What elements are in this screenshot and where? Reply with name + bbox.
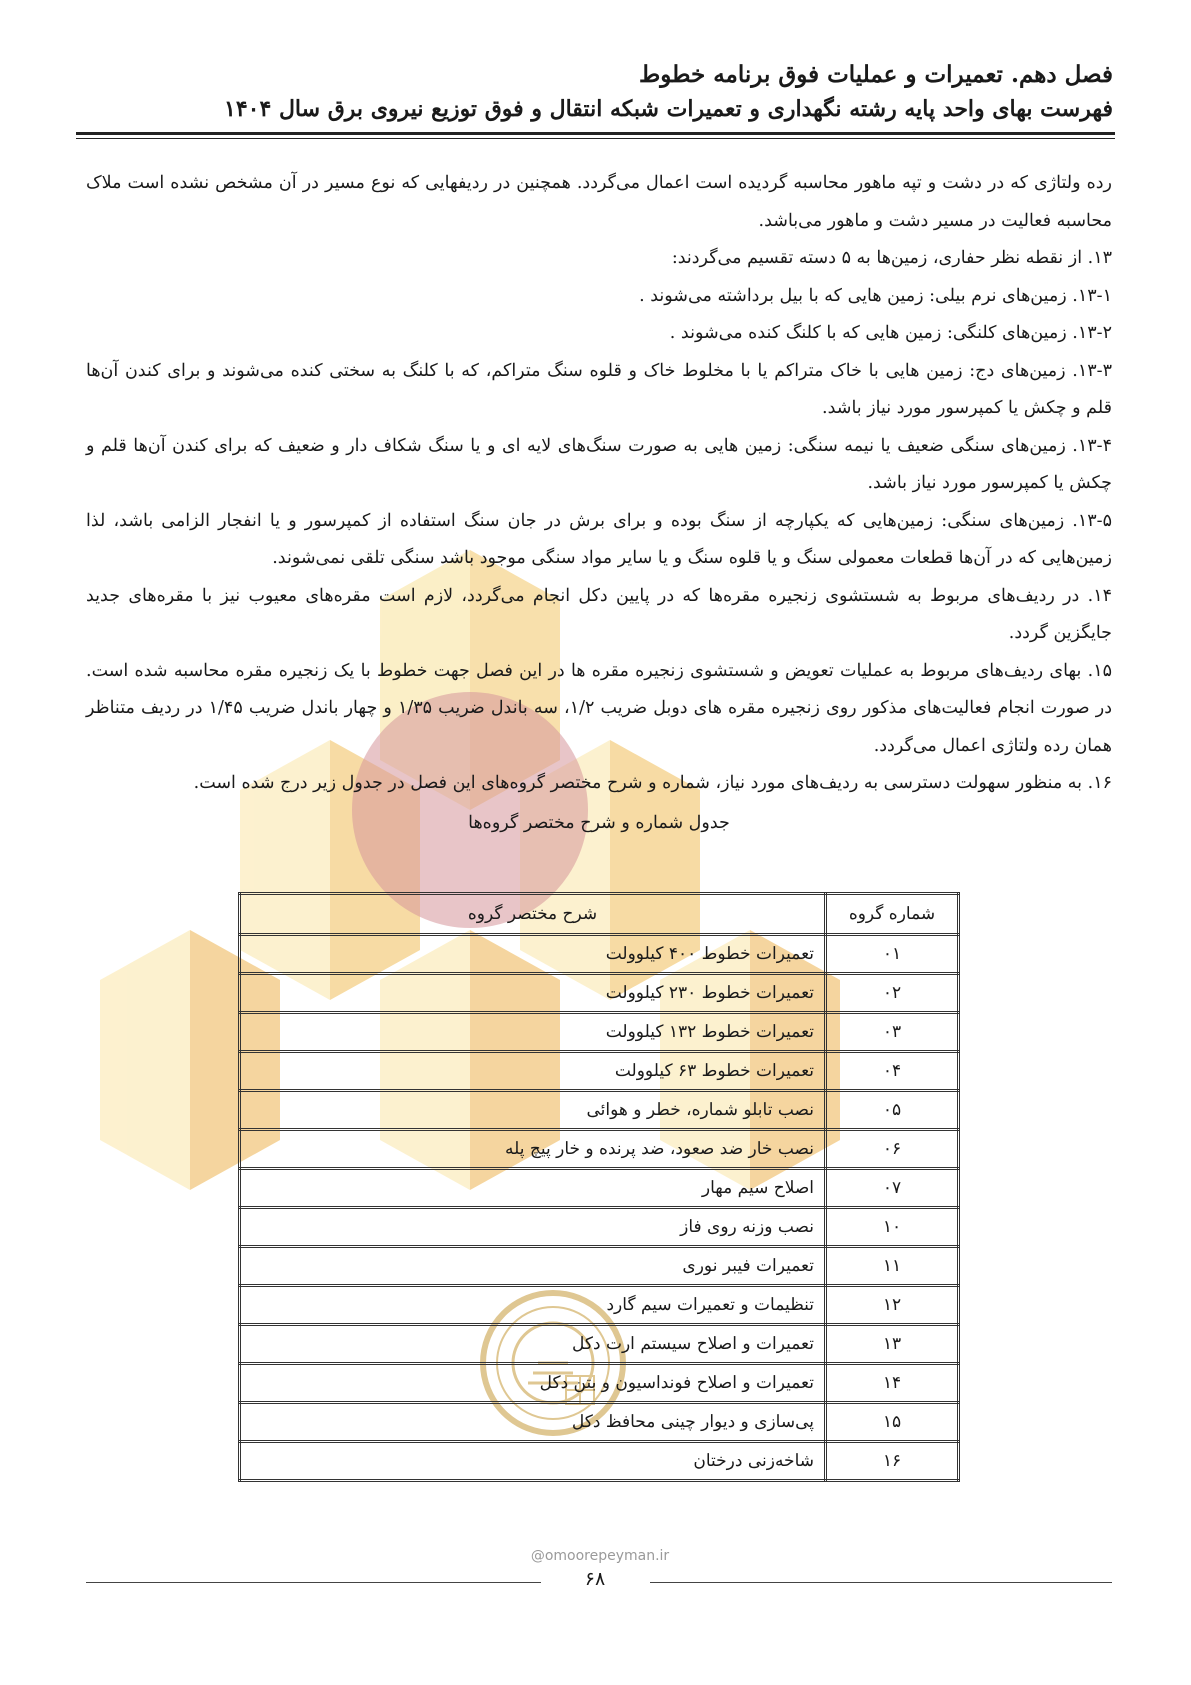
paragraph: رده ولتاژی که در دشت و تپه ماهور محاسبه گردیده است اعمال می‌گردد. همچنین در ردیفهایی که نوع مسیر در آن مشخص نشده است ملاک محاسبه فعالیت در مسیر دشت و ماهور می‌باشد.	[86, 173, 1112, 231]
table-row	[240, 1052, 959, 1091]
table-row	[240, 935, 959, 974]
table-row	[240, 1247, 959, 1286]
group-description: تعمیرات فیبر نوری	[240, 1247, 826, 1286]
source-watermark-text: @omoorepeyman.ir	[530, 1548, 670, 1564]
group-description: تعمیرات و اصلاح فونداسیون و بتن دکل	[240, 1364, 826, 1403]
group-number: ۰۴	[826, 1052, 959, 1091]
page-number: ۶۸	[584, 1568, 606, 1590]
table-row	[240, 1013, 959, 1052]
footer-rule-left	[86, 1582, 541, 1583]
table-row	[240, 1208, 959, 1247]
group-description: تعمیرات و اصلاح سیستم ارت دکل	[240, 1325, 826, 1364]
group-number: ۱۶	[826, 1442, 959, 1481]
table-row	[240, 1091, 959, 1130]
group-description: شاخه‌زنی درختان	[240, 1442, 826, 1481]
table-row	[240, 1442, 959, 1481]
group-number: ۰۵	[826, 1091, 959, 1130]
table-row	[240, 1325, 959, 1364]
table-row	[240, 1364, 959, 1403]
group-description: تعمیرات خطوط ۶۳ کیلوولت	[240, 1052, 826, 1091]
group-number: ۱۳	[826, 1325, 959, 1364]
group-number: ۰۱	[826, 935, 959, 974]
group-number: ۰۷	[826, 1169, 959, 1208]
paragraph: ۱۵. بهای ردیف‌های مربوط به عملیات تعویض و شستشوی زنجیره مقره ها در این فصل جهت خطوط با یک زنجیره مقره محاسبه شده است. در صورت انجام فعالیت‌های مذکور روی زنجیره مقره های دوبل ضریب ۱/۲، سه باندل ضریب ۱/۳۵ و چهار باندل ضریب ۱/۴۵ در ردیف متناظر همان رده ولتاژی اعمال می‌گردد.	[86, 660, 1112, 756]
paragraph: ۱۳-۵. زمین‌های سنگی: زمین‌هایی که یکپارچه از سنگ بوده و برای برش در جان سنگ استفاده از کمپرسور و یا انفجار الزامی باشد، لذا زمین‌هایی که در آن‌ها قطعات معمولی سنگ و یا قلوه سنگ و یا سایر مواد سنگی موجود باشد سنگی تلقی نمی‌شوند.	[86, 510, 1112, 568]
paragraph: ۱۴. در ردیف‌های مربوط به شستشوی زنجیره مقره‌ها که در پایین دکل انجام می‌گردد، لازم است مقره‌های معیوب نیز با مقره‌های جدید جایگزین گردد.	[86, 585, 1112, 643]
group-number: ۱۵	[826, 1403, 959, 1442]
header-rule-thick	[76, 132, 1115, 135]
paragraph: ۱۳-۳. زمین‌های دج: زمین هایی با خاک متراکم یا با مخلوط خاک و قلوه سنگ متراکم، که با کلنگ به سختی کنده می‌شوند و برای کندن آن‌ها قلم و چکش یا کمپرسور مورد نیاز باشد.	[86, 360, 1112, 418]
paragraph: ۱۳-۱. زمین‌های نرم بیلی: زمین هایی که با بیل برداشته می‌شوند .	[639, 285, 1112, 306]
list-title: فهرست بهای واحد پایه رشته نگهداری و تعمیرات شبکه انتقال و فوق توزیع نیروی برق سال ۱۴۰۴	[224, 96, 1113, 122]
paragraph: ۱۳-۲. زمین‌های کلنگی: زمین هایی که با کلنگ کنده می‌شوند .	[669, 323, 1112, 343]
group-description: نصب خار ضد صعود، ضد پرنده و خار پیچ پله	[240, 1130, 826, 1169]
table-row	[240, 1286, 959, 1325]
group-description: نصب تابلو شماره، خطر و هوائی	[240, 1091, 826, 1130]
body-text	[86, 165, 1112, 842]
table-caption: جدول شماره و شرح مختصر گروه‌ها	[468, 812, 730, 833]
chapter-title: فصل دهم. تعمیرات و عملیات فوق برنامه خطوط	[638, 61, 1113, 88]
table-row	[240, 1403, 959, 1442]
group-number: ۰۳	[826, 1013, 959, 1052]
groups-table	[238, 892, 960, 1482]
group-description: اصلاح سیم مهار	[240, 1169, 826, 1208]
group-number: ۱۰	[826, 1208, 959, 1247]
group-number: ۰۲	[826, 974, 959, 1013]
group-description: تعمیرات خطوط ۲۳۰ کیلوولت	[240, 974, 826, 1013]
group-number: ۱۴	[826, 1364, 959, 1403]
paragraph: ۱۳. از نقطه نظر حفاری، زمین‌ها به ۵ دسته تقسیم می‌گردند:	[671, 248, 1112, 268]
table-row	[240, 974, 959, 1013]
group-description: تعمیرات خطوط ۱۳۲ کیلوولت	[240, 1013, 826, 1052]
paragraph: ۱۶. به منظور سهولت دسترسی به ردیف‌های مورد نیاز، شماره و شرح مختصر گروه‌های این فصل در جدول زیر درج شده است.	[193, 773, 1112, 793]
group-number: ۰۶	[826, 1130, 959, 1169]
header-rule-thin	[76, 138, 1115, 139]
group-number: ۱۱	[826, 1247, 959, 1286]
table-row	[240, 1130, 959, 1169]
table-header-row	[240, 894, 959, 935]
header-group-number: شماره گروه	[826, 894, 959, 935]
group-description: نصب وزنه روی فاز	[240, 1208, 826, 1247]
group-number: ۱۲	[826, 1286, 959, 1325]
page-header	[73, 58, 1113, 126]
group-description: پی‌سازی و دیوار چینی محافظ دکل	[240, 1403, 826, 1442]
paragraph: ۱۳-۴. زمین‌های سنگی ضعیف یا نیمه سنگی: زمین هایی به صورت سنگ‌های لایه ای و یا سنگ شکاف دار و ضعیف که برای کندن آن‌ها قلم و چکش یا کمپرسور مورد نیاز باشد.	[86, 435, 1112, 493]
header-group-description: شرح مختصر گروه	[240, 894, 826, 935]
group-description: تنظیمات و تعمیرات سیم گارد	[240, 1286, 826, 1325]
footer-rule-right	[650, 1582, 1112, 1583]
table-row	[240, 1169, 959, 1208]
group-description: تعمیرات خطوط ۴۰۰ کیلوولت	[240, 935, 826, 974]
